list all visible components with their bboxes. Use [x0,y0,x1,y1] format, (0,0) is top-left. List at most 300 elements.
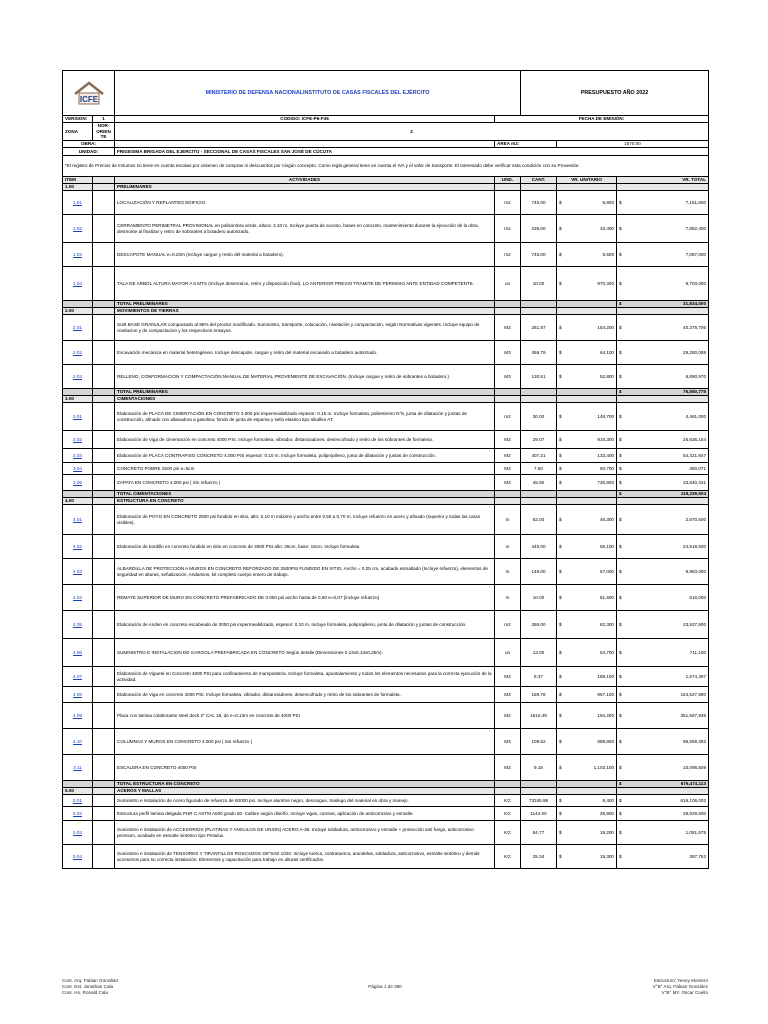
qty-cell: 746.00 [521,243,557,267]
section-empty-cell [557,788,617,795]
row-spacer [93,667,115,687]
currency-symbol: $ [559,324,562,330]
unit-price-cell [557,755,617,781]
footer-right [653,978,708,996]
row-spacer [93,585,115,611]
section-empty-cell [557,498,617,505]
item-link[interactable]: 4.05 [63,611,93,639]
qty-cell: 286.00 [521,611,557,639]
currency-symbol: $ [619,543,622,549]
unit-cell: M3 [495,687,521,703]
total-cell-value: 29,280,088 [683,349,707,355]
item-link[interactable]: 2.03 [63,365,93,389]
qty-cell: 1144.00 [521,807,557,821]
currency-symbol: $ [619,436,622,442]
col-activity: ACTIVIDADES [115,177,495,184]
activity-description: Estructura perfil lamina delgada PHR C ASTM A500 grado 50. Calibre según diseño. Incluye vigas, correas, aplicación de anticorrosivo y esmalte. [115,807,495,821]
section-total-row [63,491,709,498]
item-link[interactable]: 1.04 [63,267,93,301]
section-total-label: TOTAL PRELIMINARES [115,389,495,396]
unit-price-cell [557,687,617,703]
currency-symbol: $ [559,199,562,205]
currency-symbol: $ [619,251,622,257]
total-cell [617,639,709,667]
table-row [63,667,709,687]
total-empty [495,301,521,308]
item-link[interactable]: 3.05 [63,475,93,491]
unit-cell: KG [495,795,521,807]
section-empty-cell [617,308,709,315]
activity-description: Suministro e instalación de TENSORES Y TIRANTILLOS ROSCADOS 3/8"SAE 1020. Incluye tuerca, contratuerca, arandelas, soldadura, anticorrosivo, esmalte sintetico y demás accesorios para su correcta instalación. Elementos y capacitación para trabajo en alturas certificados. [115,845,495,869]
unit-price-cell-value: 889,800 [597,738,614,744]
currency-symbol: $ [619,516,622,522]
total-cell [617,267,709,301]
footer-right-line: Estructuro: Yenny Montero [653,978,708,983]
row-spacer [93,431,115,449]
section-empty-cell [557,396,617,403]
unit-price-cell-value: 82,300 [599,621,614,627]
unit-price-cell-value: 52,800 [599,373,614,379]
activity-description: Elaboración de Viga en concreto 4000 PSI. Incluye formaleta, vibrador, distanciadores, desencofrado y retiro de los sobrantes de formaleta. [115,687,495,703]
row-spacer [93,687,115,703]
section-number: 5.00 [63,788,93,795]
currency-symbol: $ [559,349,562,355]
item-link[interactable]: 5.02 [63,807,93,821]
unit-price-cell-value: 148,700 [597,413,614,419]
qty-cell: 45.90 [521,475,557,491]
qty-cell: 62.00 [521,505,557,535]
item-link[interactable]: 5.01 [63,795,93,807]
total-cell-value: 33,540,431 [683,479,707,485]
table-row [63,795,709,807]
activity-description: Suministro e instalación de Acero figurado de refuerzo de 60000 psi. Incluye alambre negro, descargue, traslego del material en obra y manejo. [115,795,495,807]
total-cell [617,703,709,729]
qty-cell: 261.87 [521,315,557,341]
section-total-value: 31,834,000 [683,301,707,307]
unit-price-cell [557,703,617,729]
currency-symbol: $ [619,738,622,744]
activity-description: REMATE SUPERIOR DE MURO EN CONCRETO PREFABRICADO DE 3.000 psi ancho hasta de 0,60 e=0,07 (incluye refuerzo) [115,585,495,611]
currency-symbol: $ [619,797,622,803]
row-spacer [93,755,115,781]
logo-text: ICFE [79,95,98,104]
currency-symbol: $ [619,764,622,770]
section-spacer [93,396,115,403]
item-link[interactable]: 5.03 [63,821,93,845]
total-cell [617,315,709,341]
row-spacer [93,243,115,267]
section-total-row [63,781,709,788]
section-total-value: 119,339,504 [680,491,707,497]
row-spacer [93,463,115,475]
total-cell [617,431,709,449]
total-cell [617,807,709,821]
total-cell-value: 9,983,000 [685,568,707,574]
total-cell [617,795,709,807]
unit-price-cell [557,463,617,475]
section-title: CIMENTACIONES [115,396,495,403]
unit-cell: M2 [495,703,521,729]
row-spacer [93,821,115,845]
unit-price-cell-value: 730,800 [597,479,614,485]
col-total: VR. TOTAL [617,177,709,184]
total-cell-value: 6,890,970 [685,373,707,379]
total-empty [495,389,521,396]
unit-cell: m2 [495,215,521,243]
unit-price-cell [557,365,617,389]
table-row [63,639,709,667]
total-cell [617,341,709,365]
qty-cell: 746.00 [521,191,557,215]
qty-cell: 7.50 [521,463,557,475]
total-empty [495,781,521,788]
row-spacer [93,505,115,535]
unit-price-cell [557,505,617,535]
unit-price-cell-value: 967,100 [597,691,614,697]
unit-price-cell-value: 194,200 [597,712,614,718]
table-row [63,821,709,845]
total-cell-value: 1,051,675 [685,829,707,835]
unit-price-cell [557,585,617,611]
unit-price-cell-value: 64,100 [599,349,614,355]
unit-price-cell-value: 188,100 [597,673,614,679]
section-number: 1.00 [63,184,93,191]
activity-description: Elaboración de bordillo en concreto fundido en sitio en concreto de 3000 PSI alto: 35cm, base: 15cm. Incluye formaleta [115,535,495,559]
unit-price-cell-value: 55,100 [599,543,614,549]
currency-symbol: $ [559,568,562,574]
section-total [617,389,709,396]
unit-price-cell [557,243,617,267]
section-empty-cell [521,788,557,795]
section-header-row [63,184,709,191]
section-empty-cell [495,498,521,505]
unit-cell: M3 [495,475,521,491]
qty-cell: 54.77 [521,821,557,845]
unit-price-cell [557,449,617,463]
unit-cell: un [495,639,521,667]
activity-description: Elaboración de Anden en concreto escobeado de 3000 psi impermeabilizado, espesor: 0.10 m. Incluye formaleta, polipropileno, junta de dilatación y juntas de construcción. [115,611,495,639]
unit-price-cell-value: 9,500 [602,251,614,257]
section-total [617,781,709,788]
unit-price-cell [557,611,617,639]
row-spacer [93,639,115,667]
currency-symbol: $ [559,649,562,655]
unit-price-cell-value: 970,300 [597,280,614,286]
section-total-label: TOTAL CIMENTACIONES [115,491,495,498]
total-cell [617,611,709,639]
row-spacer [93,215,115,243]
unit-price-cell [557,667,617,687]
table-row [63,365,709,389]
unit-price-cell [557,475,617,491]
unit-cell: m [495,585,521,611]
section-title: MOVIMIENTOS DE TIERRAS [115,308,495,315]
item-link[interactable]: 2.02 [63,341,93,365]
footer-left-line: Cont. Est. Jonathan Cala [62,984,114,989]
total-cell [617,755,709,781]
col-item: ITEM [63,177,93,184]
currency-symbol: $ [619,781,622,787]
unit-cell: KG [495,821,521,845]
total-cell-value: 10,096,509 [683,764,707,770]
section-empty-cell [495,308,521,315]
total-cell-value: 54,321,847 [683,452,707,458]
unit-cell: m2 [495,611,521,639]
qty-cell: 456.79 [521,341,557,365]
currency-symbol: $ [559,673,562,679]
qty-cell: 108.52 [521,729,557,755]
activity-description: SUB BASE GRANULAR compactado al 95% del proctor modificado. Suministro, transporte, colocación, nivelación y compactación, según Normativas vigentes. Incluye equipo de nivelacion y de compactacion y los respectivos ensayos. [115,315,495,341]
unit-price-cell [557,845,617,869]
table-row [63,729,709,755]
unit-price-cell-value: 25,900 [599,810,614,816]
item-link[interactable]: 4.11 [63,755,93,781]
table-row [63,243,709,267]
unit-price-cell [557,821,617,845]
qty-cell: 1810.49 [521,703,557,729]
footer-right-line: V°B° MY. Oscar Cuello [661,990,708,995]
budget-table [62,70,709,869]
total-cell [617,475,709,491]
row-spacer [93,191,115,215]
total-cell [617,535,709,559]
table-row [63,505,709,535]
item-link[interactable]: 4.06 [63,639,93,667]
unit-price-cell [557,729,617,755]
unit-cell: M3 [495,315,521,341]
section-total-label: TOTAL PRELIMINARES [115,301,495,308]
table-row [63,191,709,215]
total-cell [617,403,709,431]
table-row [63,687,709,703]
total-cell-value: 40,379,706 [683,324,707,330]
currency-symbol: $ [619,649,622,655]
unit-price-cell-value: 1,103,100 [593,764,614,770]
section-empty-cell [617,788,709,795]
row-spacer [93,729,115,755]
item-link[interactable]: 1.01 [63,191,93,215]
section-empty-cell [521,308,557,315]
section-total-value: 676,474,113 [680,781,707,787]
currency-symbol: $ [559,621,562,627]
item-link[interactable]: 4.03 [63,559,93,585]
item-link[interactable]: 5.04 [63,845,93,869]
version-value: 1 [93,116,115,123]
total-empty [557,301,617,308]
section-empty-cell [617,184,709,191]
section-title: ESTRUCTURA EN CONCRETO [115,498,495,505]
currency-symbol: $ [559,225,562,231]
total-cell [617,585,709,611]
obra-value [115,141,495,148]
item-link[interactable]: 4.01 [63,505,93,535]
activity-description: ESCALERA EN CONCRETO 4000 PSI [115,755,495,781]
currency-symbol: $ [619,479,622,485]
currency-symbol: $ [619,373,622,379]
currency-symbol: $ [559,373,562,379]
unit-cell: KG [495,845,521,869]
unidad-value: FRIGESIMA BRIGADA DEL EJERCITO - SECCIONAL DE CASAS FISCALES SAN JOSÉ DE CÚCUTA [115,148,709,156]
activity-description: RELLENO, CONFORMACIÓN Y COMPACTACIÓN MANUAL DE MATERIAL PROVENIENTE DE EXCAVACIÓN. (Incluye cargue y retiro de sobrantes a botadero.) [115,365,495,389]
currency-symbol: $ [559,436,562,442]
col-qty: CANT. [521,177,557,184]
total-cell-value: 154,527,880 [680,691,707,697]
section-spacer [93,498,115,505]
unit-cell: KG [495,807,521,821]
price-note: *El registro de Precios de Insumos no tiene en cuenta escalas por volumen de compras ni descuentos por ningún concepto. Como regla general tiene en cuenta el IVA y el valor de transporte. El Interesado debe verificar esta condición con su Proveedor. [63,156,709,177]
item-link[interactable]: 4.07 [63,667,93,687]
currency-symbol: $ [619,349,622,355]
table-row [63,463,709,475]
unidad-label: UNIDAD: [63,148,115,156]
section-title: PRELIMINARES [115,184,495,191]
item-link[interactable]: 1.02 [63,215,93,243]
row-spacer [93,449,115,463]
item-link[interactable]: 4.10 [63,729,93,755]
section-empty-cell [521,498,557,505]
item-link[interactable]: 4.08 [63,687,93,703]
total-cell-value: 7,161,600 [685,199,707,205]
icfe-logo [65,78,112,108]
version-label: VERSION: [63,116,93,123]
row-spacer [93,535,115,559]
item-link[interactable]: 3.01 [63,403,93,431]
qty-cell: 9.15 [521,755,557,781]
total-cell-value: 7,882,400 [685,225,707,231]
activity-description: TALA DE ARBOL ALTURA MAYOR A 6 MTS (Incluye desenraíce, retiro y disposición final). LO ANTERIOR PREVIO TRAMITE DE PERMISIO ANTE ENTIDAD COMPETENTE. [115,267,495,301]
total-empty [63,301,93,308]
zona-value: NOR-ORIEN TE [93,123,115,141]
footer-left-line: Cont. Hn. Ronald Cala [62,990,108,995]
currency-symbol: $ [559,810,562,816]
table-row [63,215,709,243]
unit-price-cell-value: 154,200 [597,324,614,330]
item-link[interactable]: 4.02 [63,535,93,559]
section-empty-cell [557,308,617,315]
activity-description: CONCRETO POBRE 2500 psi e=5cm [115,463,495,475]
table-row [63,475,709,491]
section-total-label: TOTAL ESTRUCTURA EN CONCRETO [115,781,495,788]
table-row [63,845,709,869]
activity-description: Elaboración de PLACA DE CIMENTACIÓN EN CONCRETO 3.000 psi Impermeabilizado espesor: 0.15 m. Incluye formaleta, poliestireno N°6, junta de dilatación y juntas de construcción, afinado con allanadora a gasolina, fondo de junta de espuma y sello elastico tipo sikaflex AT. [115,403,495,431]
qty-cell: 407.21 [521,449,557,463]
row-spacer [93,795,115,807]
row-spacer [93,703,115,729]
total-cell-value: 26,636,154 [683,436,707,442]
total-empty [495,491,521,498]
table-row [63,403,709,431]
total-cell [617,559,709,585]
unit-price-cell-value: 15,300 [599,853,614,859]
currency-symbol: $ [559,543,562,549]
activity-description: DESCAPOTE MANUAL e=0.20m (Incluye cargue y retiro del material a botadero). [115,243,495,267]
item-link[interactable]: 2.01 [63,315,93,341]
unit-price-cell-value: 8,400 [602,797,614,803]
activity-description: Excavación mecánica en material heterogéneo. Incluye descapote, cargue y retiro del material excavado a botadero autorizado. [115,341,495,365]
section-header-row [63,788,709,795]
activity-description: Elaboración de POYO EN CONCRETO 2500 psi fundido en sitio, alto: 0,10 m máximo y ancho entre 0,55 a 0,70 m. Incluye refuerzo en acero y afinado (superior y todas las caras visibles). [115,505,495,535]
unit-cell: M3 [495,729,521,755]
total-cell [617,667,709,687]
unit-price-cell-value: 50,700 [599,465,614,471]
total-cell [617,191,709,215]
row-spacer [93,845,115,869]
currency-symbol: $ [619,280,622,286]
activity-description: SUMINISTRO E INSTALACION DE GARGOLA PREFABRICADA EN CONCRETO Según detalle (Dimensiones 0,13x0,13x0,25m). [115,639,495,667]
unit-price-cell-value: 67,000 [599,568,614,574]
total-empty [93,389,115,396]
total-cell-value: 616,106,003 [680,797,707,803]
total-cell [617,365,709,389]
qty-cell: 10.00 [521,585,557,611]
unit-price-cell [557,807,617,821]
total-cell-value: 380,071 [689,465,707,471]
section-empty-cell [617,498,709,505]
activity-description: Elaboración de Viguetá en Concreto 4000 PSI para confinamiento de mampostería. Incluye formaleta, apuntalamiento y todos los elementos necesarios para la correcta ejecución de la actividad. [115,667,495,687]
currency-symbol: $ [619,621,622,627]
row-spacer [93,315,115,341]
unit-price-cell-value: 51,600 [599,594,614,600]
item-link[interactable]: 3.02 [63,431,93,449]
currency-symbol: $ [559,764,562,770]
footer-right-line: V°B° Arq. Fabian González [652,984,708,989]
total-cell [617,463,709,475]
total-empty [521,491,557,498]
qty-cell: 25.34 [521,845,557,869]
row-spacer [93,341,115,365]
currency-symbol: $ [559,829,562,835]
currency-symbol: $ [619,810,622,816]
logo-cell [63,71,115,116]
total-empty [63,389,93,396]
unit-price-cell [557,639,617,667]
currency-symbol: $ [619,301,622,307]
total-cell [617,845,709,869]
section-empty-cell [495,396,521,403]
qty-cell: 73345.98 [521,795,557,807]
item-link[interactable]: 1.03 [63,243,93,267]
currency-symbol: $ [619,452,622,458]
total-cell-value: 2,870,600 [685,516,707,522]
issue-date-label: FECHA DE EMISIÓN: [495,116,709,123]
item-link[interactable]: 4.09 [63,703,93,729]
activity-description: COLUMNAS Y MUROS EN CONCRETO 4.000 psi ( Sin refuerzo ) [115,729,495,755]
item-link[interactable]: 3.04 [63,463,93,475]
total-empty [93,781,115,788]
total-empty [557,781,617,788]
currency-symbol: $ [619,568,622,574]
unit-cell: M3 [495,463,521,475]
area-label: ÁREA m2: [495,141,557,148]
item-link[interactable]: 3.03 [63,449,93,463]
section-total [617,491,709,498]
section-empty-cell [495,788,521,795]
section-number: 4.00 [63,498,93,505]
qty-cell: 130.51 [521,365,557,389]
unit-price-cell-value: 9,800 [602,199,614,205]
unit-price-cell [557,431,617,449]
item-link[interactable]: 4.04 [63,585,93,611]
qty-cell: 159.78 [521,687,557,703]
currency-symbol: $ [619,465,622,471]
currency-symbol: $ [559,738,562,744]
currency-symbol: $ [619,673,622,679]
currency-symbol: $ [559,594,562,600]
house-logo-icon [69,78,109,108]
table-row [63,267,709,301]
section-spacer [93,308,115,315]
table-row [63,585,709,611]
